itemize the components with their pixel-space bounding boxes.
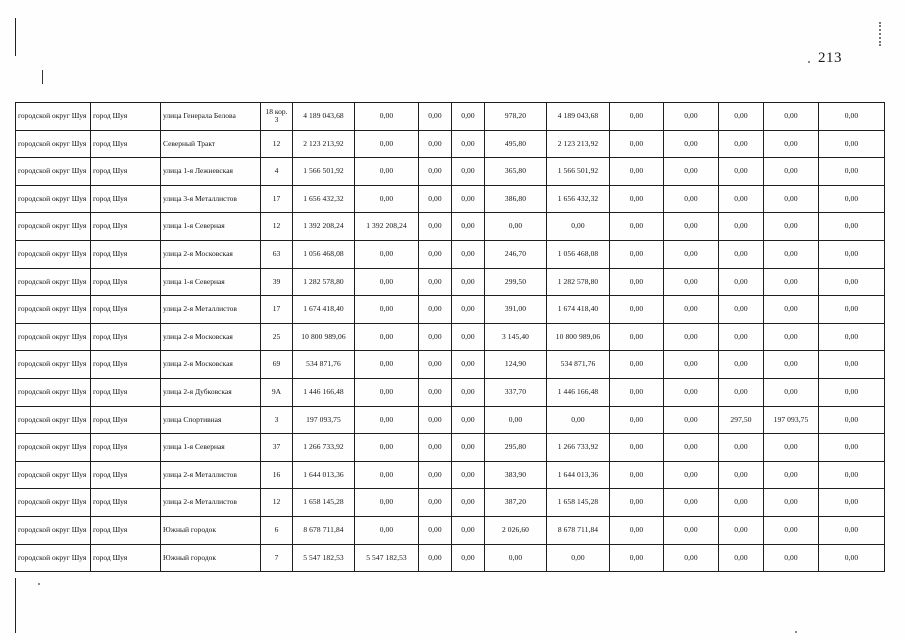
amount-cell: 0,00 (719, 378, 764, 406)
municipality-cell: городской округ Шуя (16, 185, 91, 213)
amount-cell: 0,00 (452, 185, 485, 213)
amount-cell: 0,00 (664, 406, 719, 434)
amount-cell: 0,00 (452, 461, 485, 489)
amount-cell: 5 547 182,53 (355, 544, 419, 572)
house-number-cell: 25 (261, 323, 293, 351)
data-table (15, 102, 885, 572)
amount-cell: 1 266 733,92 (293, 434, 355, 462)
street-cell: улица 2-я Металлистов (161, 489, 261, 517)
amount-cell: 0,00 (355, 158, 419, 186)
amount-cell: 1 656 432,32 (547, 185, 610, 213)
amount-cell: 0,00 (819, 434, 885, 462)
municipality-cell: городской округ Шуя (16, 351, 91, 379)
amount-cell: 0,00 (664, 351, 719, 379)
amount-cell: 0,00 (355, 434, 419, 462)
amount-cell: 0,00 (610, 268, 664, 296)
amount-cell: 0,00 (355, 489, 419, 517)
amount-cell: 0,00 (452, 406, 485, 434)
municipality-cell: городской округ Шуя (16, 544, 91, 572)
municipality-cell: городской округ Шуя (16, 240, 91, 268)
municipality-cell: городской округ Шуя (16, 434, 91, 462)
house-number-cell: 3 (261, 406, 293, 434)
table-row (16, 240, 885, 268)
street-cell: улица 3-я Металлистов (161, 185, 261, 213)
amount-cell: 197 093,75 (293, 406, 355, 434)
municipality-cell: городской округ Шуя (16, 516, 91, 544)
amount-cell: 3 145,40 (485, 323, 547, 351)
amount-cell: 0,00 (764, 461, 819, 489)
amount-cell: 2 026,60 (485, 516, 547, 544)
amount-cell: 391,00 (485, 296, 547, 324)
amount-cell: 0,00 (610, 544, 664, 572)
amount-cell: 0,00 (419, 323, 452, 351)
amount-cell: 0,00 (819, 406, 885, 434)
municipality-cell: городской округ Шуя (16, 103, 91, 131)
city-cell: город Шуя (91, 516, 161, 544)
city-cell: город Шуя (91, 351, 161, 379)
amount-cell: 0,00 (355, 240, 419, 268)
amount-cell: 0,00 (664, 378, 719, 406)
table-row (16, 103, 885, 131)
house-number-cell: 4 (261, 158, 293, 186)
amount-cell: 0,00 (610, 406, 664, 434)
amount-cell: 0,00 (610, 461, 664, 489)
amount-cell: 1 658 145,28 (293, 489, 355, 517)
amount-cell: 0,00 (719, 130, 764, 158)
table-row (16, 158, 885, 186)
amount-cell: 386,80 (485, 185, 547, 213)
amount-cell: 0,00 (719, 489, 764, 517)
amount-cell: 0,00 (764, 323, 819, 351)
amount-cell: 1 282 578,80 (547, 268, 610, 296)
amount-cell: 0,00 (764, 130, 819, 158)
amount-cell: 1 644 013,36 (293, 461, 355, 489)
amount-cell: 0,00 (355, 103, 419, 131)
amount-cell: 0,00 (819, 240, 885, 268)
amount-cell: 8 678 711,84 (547, 516, 610, 544)
amount-cell: 0,00 (664, 130, 719, 158)
amount-cell: 0,00 (355, 461, 419, 489)
street-cell: улица 2-я Металлистов (161, 461, 261, 489)
street-cell: улица 1-я Северная (161, 434, 261, 462)
amount-cell: 0,00 (419, 378, 452, 406)
street-cell: улица 2-я Металлистов (161, 296, 261, 324)
amount-cell: 1 446 166,48 (293, 378, 355, 406)
amount-cell: 1 392 208,24 (355, 213, 419, 241)
amount-cell: 0,00 (452, 296, 485, 324)
table-row (16, 516, 885, 544)
table-row (16, 544, 885, 572)
amount-cell: 0,00 (664, 489, 719, 517)
city-cell: город Шуя (91, 489, 161, 517)
house-number-cell: 7 (261, 544, 293, 572)
city-cell: город Шуя (91, 185, 161, 213)
amount-cell: 0,00 (610, 296, 664, 324)
amount-cell: 0,00 (419, 406, 452, 434)
amount-cell: 0,00 (547, 213, 610, 241)
amount-cell: 0,00 (610, 130, 664, 158)
table-row (16, 268, 885, 296)
amount-cell: 0,00 (719, 516, 764, 544)
amount-cell: 387,20 (485, 489, 547, 517)
table-row (16, 406, 885, 434)
amount-cell: 295,80 (485, 434, 547, 462)
house-number-cell: 63 (261, 240, 293, 268)
amount-cell: 0,00 (355, 406, 419, 434)
scan-speck (38, 583, 40, 585)
house-number-cell: 16 (261, 461, 293, 489)
amount-cell: 0,00 (610, 185, 664, 213)
amount-cell: 0,00 (452, 158, 485, 186)
amount-cell: 0,00 (485, 213, 547, 241)
amount-cell: 0,00 (610, 213, 664, 241)
street-cell: Северный Тракт (161, 130, 261, 158)
amount-cell: 10 800 989,06 (547, 323, 610, 351)
amount-cell: 0,00 (819, 185, 885, 213)
municipality-cell: городской округ Шуя (16, 158, 91, 186)
amount-cell: 0,00 (452, 516, 485, 544)
amount-cell: 0,00 (764, 213, 819, 241)
amount-cell: 978,20 (485, 103, 547, 131)
municipality-cell: городской округ Шуя (16, 268, 91, 296)
amount-cell: 0,00 (355, 296, 419, 324)
amount-cell: 0,00 (610, 240, 664, 268)
amount-cell: 0,00 (452, 378, 485, 406)
street-cell: улица 2-я Дубковская (161, 378, 261, 406)
amount-cell: 495,80 (485, 130, 547, 158)
amount-cell: 1 656 432,32 (293, 185, 355, 213)
municipality-cell: городской округ Шуя (16, 461, 91, 489)
table-row (16, 489, 885, 517)
amount-cell: 0,00 (419, 240, 452, 268)
amount-cell: 0,00 (764, 240, 819, 268)
amount-cell: 1 056 468,08 (293, 240, 355, 268)
municipality-cell: городской округ Шуя (16, 406, 91, 434)
amount-cell: 0,00 (764, 103, 819, 131)
scan-speck (795, 631, 797, 633)
amount-cell: 0,00 (719, 461, 764, 489)
city-cell: город Шуя (91, 434, 161, 462)
municipality-cell: городской округ Шуя (16, 323, 91, 351)
table-row (16, 296, 885, 324)
amount-cell: 0,00 (819, 544, 885, 572)
house-number-cell: 12 (261, 130, 293, 158)
amount-cell: 0,00 (610, 378, 664, 406)
amount-cell: 0,00 (355, 130, 419, 158)
amount-cell: 0,00 (419, 213, 452, 241)
amount-cell: 0,00 (719, 158, 764, 186)
amount-cell: 0,00 (419, 489, 452, 517)
amount-cell: 0,00 (452, 351, 485, 379)
street-cell: улица 2-я Московская (161, 323, 261, 351)
amount-cell: 0,00 (819, 130, 885, 158)
amount-cell: 0,00 (419, 158, 452, 186)
amount-cell: 0,00 (764, 434, 819, 462)
amount-cell: 0,00 (355, 378, 419, 406)
amount-cell: 0,00 (664, 240, 719, 268)
amount-cell: 0,00 (719, 544, 764, 572)
amount-cell: 0,00 (419, 351, 452, 379)
municipality-cell: городской округ Шуя (16, 213, 91, 241)
amount-cell: 1 674 418,40 (547, 296, 610, 324)
amount-cell: 0,00 (664, 516, 719, 544)
city-cell: город Шуя (91, 323, 161, 351)
amount-cell: 0,00 (819, 296, 885, 324)
amount-cell: 0,00 (355, 323, 419, 351)
amount-cell: 0,00 (419, 103, 452, 131)
city-cell: город Шуя (91, 158, 161, 186)
amount-cell: 0,00 (452, 489, 485, 517)
amount-cell: 0,00 (664, 268, 719, 296)
amount-cell: 0,00 (419, 434, 452, 462)
amount-cell: 0,00 (819, 268, 885, 296)
house-number-cell: 6 (261, 516, 293, 544)
amount-cell: 4 189 043,68 (293, 103, 355, 131)
amount-cell: 0,00 (819, 103, 885, 131)
house-number-cell: 37 (261, 434, 293, 462)
house-number-cell: 9А (261, 378, 293, 406)
amount-cell: 0,00 (764, 544, 819, 572)
municipality-cell: городской округ Шуя (16, 489, 91, 517)
street-cell: улица 1-я Лежневская (161, 158, 261, 186)
amount-cell: 1 282 578,80 (293, 268, 355, 296)
city-cell: город Шуя (91, 544, 161, 572)
amount-cell: 0,00 (819, 351, 885, 379)
amount-cell: 0,00 (719, 268, 764, 296)
amount-cell: 1 566 501,92 (293, 158, 355, 186)
amount-cell: 0,00 (764, 378, 819, 406)
amount-cell: 0,00 (452, 103, 485, 131)
amount-cell: 197 093,75 (764, 406, 819, 434)
amount-cell: 8 678 711,84 (293, 516, 355, 544)
amount-cell: 0,00 (764, 268, 819, 296)
amount-cell: 0,00 (610, 434, 664, 462)
amount-cell: 0,00 (355, 185, 419, 213)
city-cell: город Шуя (91, 268, 161, 296)
margin-tick-mark (42, 70, 43, 84)
amount-cell: 0,00 (719, 185, 764, 213)
amount-cell: 0,00 (547, 544, 610, 572)
amount-cell: 2 123 213,92 (293, 130, 355, 158)
amount-cell: 0,00 (355, 268, 419, 296)
amount-cell: 0,00 (452, 130, 485, 158)
street-cell: улица Генерала Белова (161, 103, 261, 131)
street-cell: Южный городок (161, 544, 261, 572)
street-cell: улица 2-я Московская (161, 351, 261, 379)
edge-dotted-mark (879, 22, 883, 46)
house-number-cell: 17 (261, 185, 293, 213)
table-row (16, 213, 885, 241)
amount-cell: 299,50 (485, 268, 547, 296)
amount-cell: 0,00 (719, 103, 764, 131)
amount-cell: 0,00 (547, 406, 610, 434)
table-row (16, 434, 885, 462)
house-number-cell: 12 (261, 213, 293, 241)
amount-cell: 4 189 043,68 (547, 103, 610, 131)
amount-cell: 365,80 (485, 158, 547, 186)
street-cell: улица 1-я Северная (161, 268, 261, 296)
amount-cell: 0,00 (419, 268, 452, 296)
amount-cell: 0,00 (719, 240, 764, 268)
city-cell: город Шуя (91, 378, 161, 406)
amount-cell: 0,00 (764, 185, 819, 213)
amount-cell: 0,00 (764, 489, 819, 517)
amount-cell: 0,00 (610, 158, 664, 186)
amount-cell: 0,00 (452, 213, 485, 241)
city-cell: город Шуя (91, 103, 161, 131)
amount-cell: 0,00 (719, 296, 764, 324)
city-cell: город Шуя (91, 213, 161, 241)
amount-cell: 0,00 (419, 130, 452, 158)
amount-cell: 1 566 501,92 (547, 158, 610, 186)
table-body (16, 103, 885, 572)
amount-cell: 0,00 (610, 489, 664, 517)
amount-cell: 0,00 (452, 434, 485, 462)
amount-cell: 1 674 418,40 (293, 296, 355, 324)
amount-cell: 0,00 (719, 213, 764, 241)
amount-cell: 1 644 013,36 (547, 461, 610, 489)
amount-cell: 0,00 (419, 516, 452, 544)
amount-cell: 0,00 (664, 461, 719, 489)
table-row (16, 185, 885, 213)
amount-cell: 0,00 (664, 296, 719, 324)
amount-cell: 0,00 (664, 544, 719, 572)
amount-cell: 0,00 (664, 213, 719, 241)
amount-cell: 2 123 213,92 (547, 130, 610, 158)
table-row (16, 461, 885, 489)
amount-cell: 0,00 (664, 434, 719, 462)
amount-cell: 0,00 (452, 240, 485, 268)
city-cell: город Шуя (91, 296, 161, 324)
amount-cell: 0,00 (485, 406, 547, 434)
amount-cell: 0,00 (610, 323, 664, 351)
amount-cell: 0,00 (452, 268, 485, 296)
house-number-cell: 39 (261, 268, 293, 296)
amount-cell: 10 800 989,06 (293, 323, 355, 351)
amount-cell: 1 446 166,48 (547, 378, 610, 406)
amount-cell: 0,00 (719, 351, 764, 379)
amount-cell: 0,00 (719, 434, 764, 462)
table-row (16, 378, 885, 406)
amount-cell: 0,00 (419, 461, 452, 489)
amount-cell: 0,00 (419, 185, 452, 213)
city-cell: город Шуя (91, 240, 161, 268)
amount-cell: 0,00 (819, 461, 885, 489)
municipality-cell: городской округ Шуя (16, 378, 91, 406)
house-number-cell: 12 (261, 489, 293, 517)
amount-cell: 0,00 (610, 103, 664, 131)
street-cell: улица 1-я Северная (161, 213, 261, 241)
house-number-cell: 18 кор. 3 (261, 103, 293, 131)
amount-cell: 5 547 182,53 (293, 544, 355, 572)
amount-cell: 383,90 (485, 461, 547, 489)
amount-cell: 0,00 (719, 323, 764, 351)
amount-cell: 0,00 (819, 213, 885, 241)
amount-cell: 0,00 (819, 516, 885, 544)
amount-cell: 0,00 (664, 323, 719, 351)
house-number-cell: 17 (261, 296, 293, 324)
municipality-cell: городской округ Шуя (16, 130, 91, 158)
amount-cell: 0,00 (664, 185, 719, 213)
amount-cell: 0,00 (819, 158, 885, 186)
street-cell: улица 2-я Московская (161, 240, 261, 268)
amount-cell: 1 266 733,92 (547, 434, 610, 462)
amount-cell: 297,50 (719, 406, 764, 434)
page-number: 213 (818, 50, 842, 66)
amount-cell: 246,70 (485, 240, 547, 268)
amount-cell: 0,00 (485, 544, 547, 572)
amount-cell: 534 871,76 (293, 351, 355, 379)
amount-cell: 0,00 (452, 323, 485, 351)
amount-cell: 1 392 208,24 (293, 213, 355, 241)
amount-cell: 0,00 (355, 516, 419, 544)
street-cell: Южный городок (161, 516, 261, 544)
city-cell: город Шуя (91, 130, 161, 158)
city-cell: город Шуя (91, 461, 161, 489)
amount-cell: 0,00 (355, 351, 419, 379)
amount-cell: 0,00 (819, 378, 885, 406)
amount-cell: 0,00 (764, 296, 819, 324)
table-row (16, 130, 885, 158)
amount-cell: 0,00 (819, 323, 885, 351)
left-margin-rule-bottom (15, 578, 16, 633)
amount-cell: 0,00 (610, 516, 664, 544)
house-number-cell: 69 (261, 351, 293, 379)
table-row (16, 351, 885, 379)
city-cell: город Шуя (91, 406, 161, 434)
amount-cell: 0,00 (664, 103, 719, 131)
amount-cell: 0,00 (819, 489, 885, 517)
amount-cell: 0,00 (764, 158, 819, 186)
amount-cell: 0,00 (764, 516, 819, 544)
amount-cell: 1 056 468,08 (547, 240, 610, 268)
amount-cell: 0,00 (764, 351, 819, 379)
amount-cell: 1 658 145,28 (547, 489, 610, 517)
amount-cell: 0,00 (419, 296, 452, 324)
table-row (16, 323, 885, 351)
amount-cell: 0,00 (452, 544, 485, 572)
amount-cell: 337,70 (485, 378, 547, 406)
amount-cell: 0,00 (610, 351, 664, 379)
scan-speck (808, 61, 810, 63)
municipality-cell: городской округ Шуя (16, 296, 91, 324)
amount-cell: 0,00 (664, 158, 719, 186)
amount-cell: 534 871,76 (547, 351, 610, 379)
amount-cell: 0,00 (419, 544, 452, 572)
street-cell: улица Спортивная (161, 406, 261, 434)
amount-cell: 124,90 (485, 351, 547, 379)
left-margin-rule-top (15, 18, 16, 56)
